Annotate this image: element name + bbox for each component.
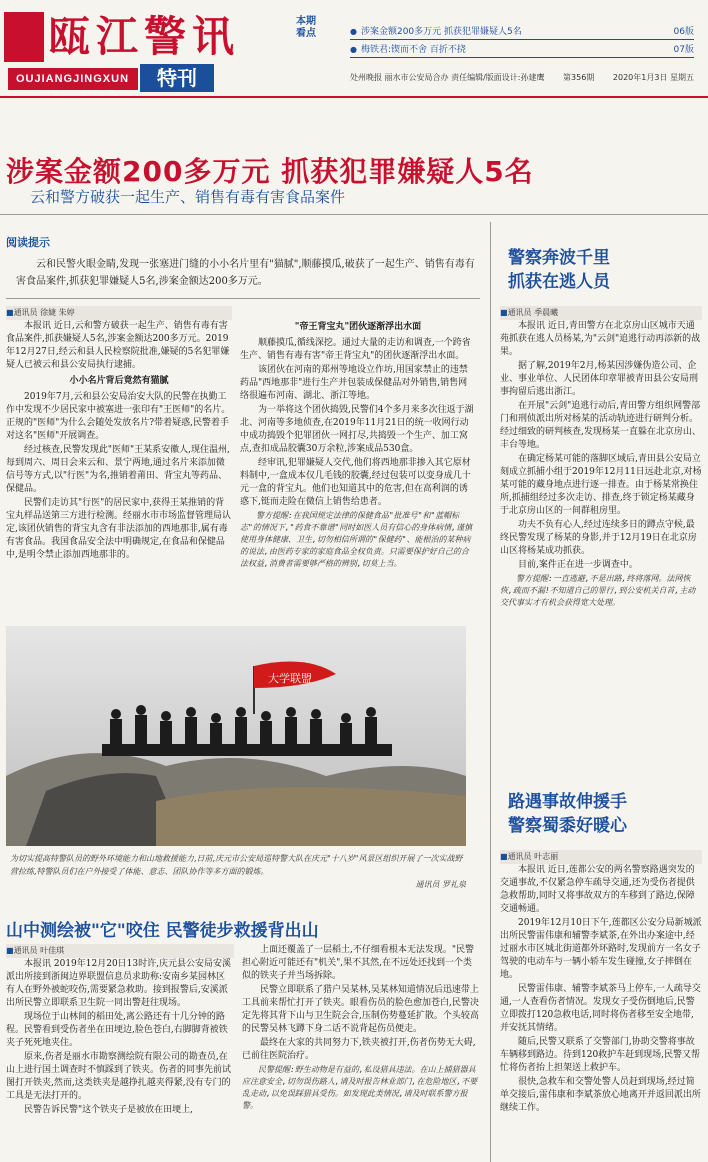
lead-headline: 涉案金额200多万元 抓获犯罪嫌疑人5名: [6, 155, 534, 188]
toc-item[interactable]: ● 梅铁君:锲而不舍 百折不挠 07版: [350, 40, 694, 58]
article-paragraph: 据了解,2019年2月,杨某因涉嫌伪造公司、企业、事业单位、人民团体印章罪被青田县公安局刑事拘留后逃出浙江。: [500, 361, 699, 397]
publisher-line: [350, 72, 694, 83]
photo-illustration: [6, 626, 466, 846]
column-divider: [6, 298, 480, 299]
article-byline: ■ 通讯员 叶佳琪: [6, 944, 234, 958]
article-paragraph: 原来,伤者是丽水市勘察测绘院有限公司的勘查员,在山上进行国土调查时不慎踩到了铁夹。伤者的同事先前试图打开铁夹,然而,这类铁夹是越挣扎越夹得紧,没有专门的工具是无法打开的。: [6, 1052, 232, 1101]
table-of-contents: [350, 22, 694, 58]
rescue-article-column-1: [6, 944, 234, 1162]
issue-highlights-tag: 本期看点: [296, 16, 316, 39]
article-paragraph: 民警们走访其"行医"的居民家中,获得王某推销的背宝丸样品送第三方进行检测。经丽水市市场监督管理局认定,该团伙销售的背宝丸含有非法添加的西地那非,属有毒有害食品。我国食品安全法中明确规定,在食品和保健品中,是明令禁止添加西地那非的。: [6, 498, 232, 560]
headline-line-2: 抓获在逃人员: [508, 272, 610, 292]
article-paragraph: 本报讯 近日,青田警方在北京房山区城市天通苑抓获在逃人员杨某,为"云剑"追逃行动再添新的战果。: [500, 321, 701, 357]
accident-article-headline: [508, 790, 627, 838]
masthead-title-en: OUJIANGJINGXUN: [8, 68, 138, 90]
article-paragraph: 在确定杨某可能的落脚区域后,青田县公安局立刻成立抓捕小组于2019年12月11日远赴北京,对杨某可能的藏身地点进行逐一排查。由于杨某常换住所,抓捕组经过多次走访、排查,终于锁定杨某藏身于北京房山区的一间群租房里。: [500, 454, 702, 516]
article-paragraph: 很快,急救车和交警处警人员赶到现场,经过简单交接后,雷伟康和李斌茶放心地离开并返回派出所继续工作。: [500, 1077, 701, 1113]
lead-subhead: 云和警方破获一起生产、销售有毒有害食品案件: [30, 188, 346, 206]
article-paragraph: 经过核查,民警发现此"医师"王某系安徽人,现住温州,每到周六、周日会来云和、景宁两地,通过名片来添加微信号等方式,以"行医"为名,推销着莆田、背宝丸等药品、保健品。: [6, 445, 230, 494]
read-tip-text: 云和民警火眼金睛,发现一张塞进门缝的小小名片里有"猫腻",顺藤摸瓜,破获了一起生产、销售有毒有害食品案件,抓获犯罪嫌疑人5名,涉案金额达200多万元。: [16, 259, 475, 287]
lead-article-column-1: [6, 306, 232, 624]
headline-line-2: 警察蜀黍好暖心: [508, 816, 627, 836]
caption-text: 为切实提高特警队员的野外环境能力和山地救援能力,日前,庆元市公安局巡特警大队在庆元"十八岁"风景区组织开展了一次实战野营拉练,特警队员们在户外接受了体能、意志、团队协作等多方面的锻炼。: [10, 854, 463, 876]
rescue-article-headline: 山中测绘被"它"咬住 民警徒步救援背出山: [6, 921, 319, 941]
article-paragraph: 功夫不负有心人,经过连续多日的蹲点守候,最终民警发现了杨某的身影,并于12月19日在北京房山区将杨某成功抓获。: [500, 520, 697, 556]
article-subheading: 小小名片背后竟然有猫腻: [69, 376, 169, 386]
issue-number: 第356期: [563, 73, 595, 82]
accident-article-body: [500, 850, 702, 1162]
section-divider: [0, 214, 708, 215]
article-subheading: "帝王背宝丸"团伙逐渐浮出水面: [294, 322, 422, 332]
article-paragraph: 民警立即联系了猎户吴某林,吴某林知道情况后迅速带上工具前来帮忙打开了铁夹。眼看伤员的脸色愈加苍白,民警决定先将其背下山与卫生院会合,压制伤势蔓延扩散。个头较高的民警吴林飞蹲下身二话不说背起伤员便走。: [242, 985, 479, 1034]
article-paragraph: 民警雷伟康、辅警李斌茶马上停车,一人疏导交通,一人查看伤者情况。发现女子受伤倒地后,民警立即拨打120急救电话,同时将伤者移至安全地带,并安抚其情绪。: [500, 984, 701, 1033]
column-vertical-divider: [490, 222, 491, 1162]
police-reminder-note: 警方提醒:一直逃避,不是出路,终将落网。法网恢恢,疏而不漏!不知道自己的罪行,到公安机关自首,主动交代事实才有机会获得宽大处理。: [500, 574, 696, 607]
lead-article-column-2: [240, 318, 476, 624]
article-paragraph: 目前,案件正在进一步调查中。: [518, 560, 638, 570]
headline-line-1: 警察奔波千里: [508, 248, 610, 268]
article-paragraph: 现场位于山林间的稻田处,离公路还有十几分钟的路程。民警看到受伤者坐在田埂边,脸色苍白,右脚脚背被铁夹子死死地夹住。: [6, 1012, 228, 1048]
article-paragraph: 该团伙在河南的郑州等地设立作坊,用国家禁止的违禁药品"西地那非"进行生产并包装成保健品对外销售,销售网络很遍布河南、湖北、浙江等地。: [240, 365, 468, 401]
masthead-title: 瓯江警讯: [48, 12, 241, 61]
article-paragraph: 顺藤摸瓜,循线深挖。通过大量的走访和调查,一个跨省生产、销售有毒有害"帝王背宝丸"的团伙逐渐浮出水面。: [240, 338, 471, 361]
logo-emblem: [4, 12, 44, 62]
article-paragraph: 在开展"云剑"追逃行动后,青田警方组织网警部门和刑侦派出所对杨某的活动轨迹进行研判分析。经过细致的研判核查,发现杨某一直躲在北京房山、丰台等地。: [500, 401, 701, 450]
article-byline: ■ 通讯员 叶志丽: [500, 850, 702, 864]
article-byline: ■ 通讯员 徐婕 朱婷: [6, 306, 232, 320]
issue-date: 2020年1月3日 星期五: [612, 73, 694, 82]
read-tip-label: 阅读提示: [6, 236, 50, 249]
fugitive-article-body: [500, 306, 702, 786]
article-paragraph: 经审讯,犯罪嫌疑人交代,他们将西地那非掺入其它原材料制中,一盒成本仅几毛钱的胶囊,经过包装可以变身成几十元一盒的背宝丸。他们也知道其中的危害,但在高利润的诱惑下,铤而走险在微信上销售给患者。: [240, 458, 471, 507]
article-paragraph: 本报讯 近日,莲都公安的两名警察路遇突发的交通事故,不仅紧急停车疏导交通,还为受伤者提供急救帮助,同时又将事故双方的车移到了路边,保障交通畅通。: [500, 865, 695, 914]
article-paragraph: 本报讯 2019年12月20日13时许,庆元县公安局安溪派出所接到浙闽边界联盟信息员求助称:安南乡某园林区有人在野外被蛇咬伤,需要紧急救助。接到报警后,安溪派出所民警立即联系卫生院一同出警赶往现场。: [6, 959, 231, 1008]
team-photo: [6, 626, 466, 846]
article-paragraph: 上面还覆盖了一层稻土,不仔细看根本无法发现。"民警担心附近可能还有"机关",果不其然,在不远处还找到一个类似的铁夹子并当场拆除。: [242, 945, 475, 981]
police-reminder-note: 警方提醒:在我国规定法律的保健食品"批准号"和"蓝帽标志"的情况下,"药食不靠谱"同时如医人员有信心的身体病情,谨慎使用身体健康、卫生,切勿相信所谓的"保健药"、能根治的某种病的说法,由医药专家的家庭食品全权负责。只需要保护好自己的合法权益,消费者需要够严格的辨别,切莫上当。: [240, 511, 473, 568]
article-paragraph: 2019年12月10日下午,莲都区公安分局新城派出所民警雷伟康和辅警李斌茶,在外出办案途中,经过丽水市区城北街道都外环路时,发现前方一名女子驾驶的电动车与一辆小轿车发生碰撞,女子摔倒在地。: [500, 918, 702, 980]
photo-caption: [10, 852, 466, 891]
flag-text: 大学联盟: [268, 672, 312, 685]
article-byline: ■ 通讯员 季晨曦: [500, 306, 702, 320]
article-paragraph: 2019年7月,云和县公安局治安大队的民警在执勤工作中发现不少居民家中被塞进一张印有"王医师"的名片。正规的"医师"为什么会随处发放名片?带着疑惑,民警着手对这名"医师"开展调查。: [6, 392, 231, 441]
fugitive-article-headline: [508, 246, 610, 294]
masthead: [0, 0, 708, 96]
article-paragraph: 为一举将这个团伙捣毁,民警们4个多月来多次往返于湖北、河南等多地侦查,在2019年11月21日的统一收网行动中成功捣毁个犯罪团伙一网打尽,共捣毁一个生产、加工窝点,查扣成品胶囊30万余粒,涉案成品530盒。: [240, 405, 474, 454]
special-issue-badge: 特刊: [140, 64, 214, 92]
photo-credit: 通讯员 罗礼泉: [415, 880, 466, 889]
masthead-divider: [0, 96, 708, 98]
publisher-text: 处州晚报 丽水市公安局合办 责任编辑/版面设计:孙建鹰: [350, 73, 545, 82]
headline-line-1: 路遇事故伸援手: [508, 792, 627, 812]
toc-item[interactable]: ● 涉案金额200多万元 抓获犯罪嫌疑人5名 06版: [350, 22, 694, 40]
article-paragraph: 随后,民警又联系了交警部门,协助交警将事故车辆移到路边。待到120救护车赶到现场,民警又帮忙将伤者抬上担架送上救护车。: [500, 1037, 701, 1073]
article-paragraph: 民警告诉民警"这个铁夹子是被放在田埂上,: [24, 1105, 194, 1115]
police-reminder-note: 民警提醒:野生动物是有益的,私设猎具违法。在山上捕猎器具应注意安全,切勿误伤路人,请及时报告林业部门,在危险地区,不要乱走动,以免误踩猎具受伤。如发现此类情况,请及时联系警方报警。: [242, 1065, 478, 1110]
article-paragraph: 最终在大家的共同努力下,铁夹被打开,伤者伤势无大碍,已前往医院治疗。: [242, 1038, 476, 1061]
rescue-article-column-2: [242, 944, 480, 1162]
article-paragraph: 本报讯 近日,云和警方破获一起生产、销售有毒有害食品案件,抓获嫌疑人5名,涉案金额达200多万元。2019年12月27日,经云和县人民检察院批准,嫌疑的5名犯罪嫌疑人已被云和县公安局执行逮捕。: [6, 321, 230, 370]
